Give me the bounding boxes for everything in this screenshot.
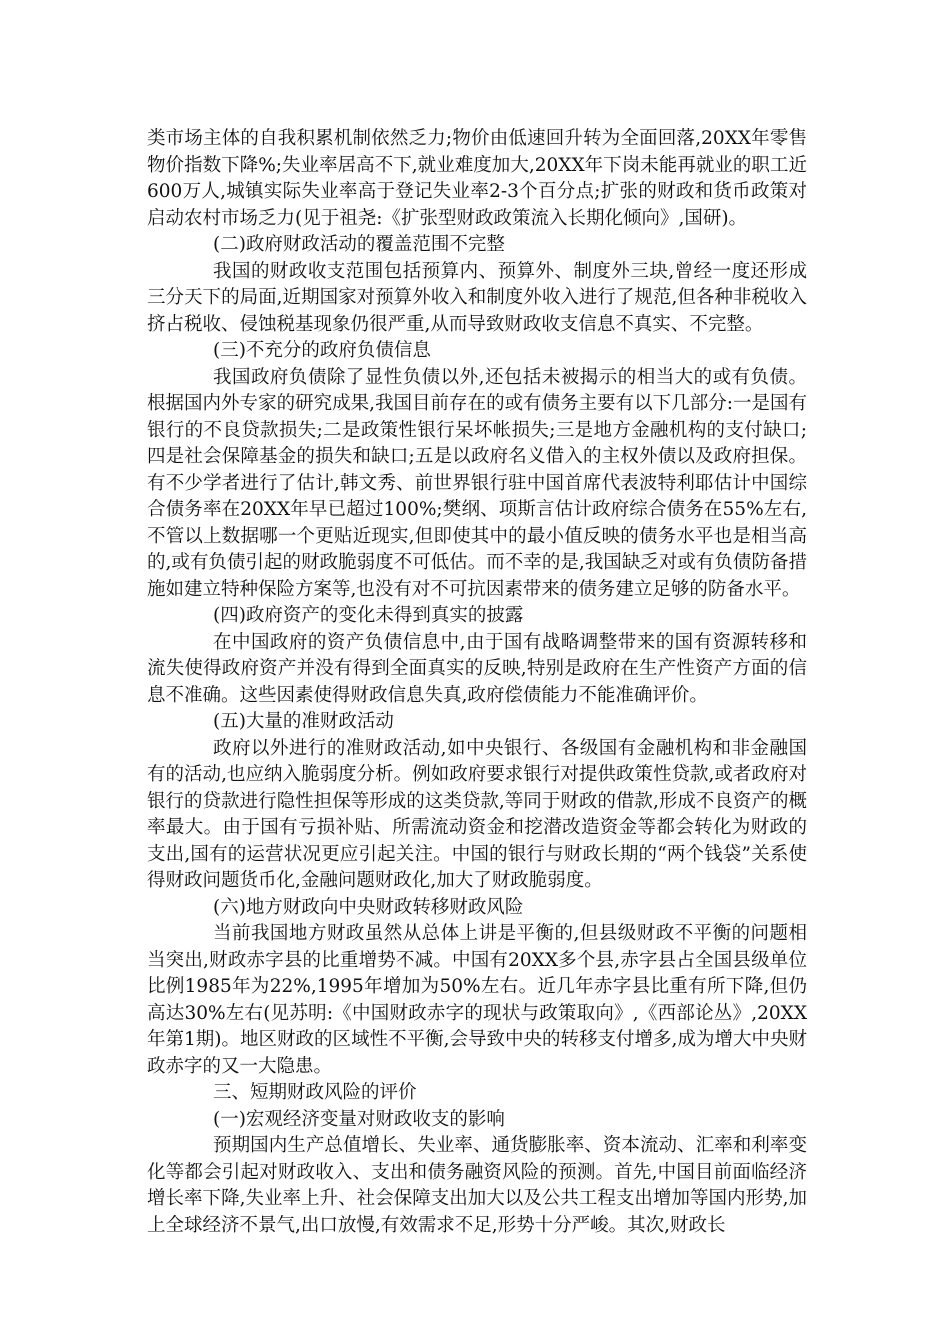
paragraph: 预期国内生产总值增长、失业率、通货膨胀率、资本流动、汇率和利率变化等都会引起对财政收入、支出和债务融资风险的预测。首先,中国目前面临经济增长率下降,失业率上升、社会保障支出加大以及公共工程支出增加等国内形势,加上全球经济不景气,出口放慢,有效需求不足,形势十分严峻。其次,财政长	[147, 1135, 807, 1236]
chapter-heading: 三、短期财政风险的评价	[213, 1082, 417, 1103]
section-heading-4: (四)政府资产的变化未得到真实的披露	[213, 605, 524, 626]
paragraph: 在中国政府的资产负债信息中,由于国有战略调整带来的国有资源转移和流失使得政府资产并没有得到全面真实的反映,特别是政府在生产性资产方面的信息不准确。这些因素使得财政信息失真,政府偿债能力不能准确评价。	[147, 631, 807, 706]
section-heading-6: (六)地方财政向中央财政转移财政风险	[213, 896, 524, 918]
paragraph-continued: 类市场主体的自我积累机制依然乏力;物价由低速回升转为全面回落,20XX年零售物价指数下降%;失业率居高不下,就业难度加大,20XX年下岗未能再就业的职工近600万人,城镇实际失业率高于登记失业率2-3个百分点;扩张的财政和货币政策对启动农村市场乏力(见于祖尧:《扩张型财政政策流入长期化倾向》,国研)。	[147, 128, 807, 229]
paragraph: 政府以外进行的准财政活动,如中央银行、各级国有金融机构和非金融国有的活动,也应纳入脆弱度分析。例如政府要求银行对提供政策性贷款,或者政府对银行的贷款进行隐性担保等形成的这类贷款,等同于财政的借款,形成不良资产的概率最大。由于国有亏损补贴、所需流动资金和挖潜改造资金等都会转化为财政的支出,国有的运营状况更应引起关注。中国的银行与财政长期的“两个钱袋”关系使得财政问题货币化,金融问题财政化,加大了财政脆弱度。	[147, 737, 807, 891]
paragraph: 我国的财政收支范围包括预算内、预算外、制度外三块,曾经一度还形成三分天下的局面,近期国家对预算外收入和制度外收入进行了规范,但各种非税收入挤占税收、侵蚀税基现象仍很严重,从而导致财政收支信息不真实、不完整。	[147, 260, 807, 335]
section-heading-2: (二)政府财政活动的覆盖范围不完整	[213, 234, 505, 255]
section-heading-5: (五)大量的准财政活动	[213, 711, 394, 732]
paragraph: 我国政府负债除了显性负债以外,还包括未被揭示的相当大的或有负债。根据国内外专家的研究成果,我国目前存在的或有债务主要有以下几部分:一是国有银行的不良贷款损失;二是政策性银行呆坏帐损失;三是地方金融机构的支付缺口;四是社会保障基金的损失和缺口;五是以政府名义借入的主权外债以及政府担保。有不少学者进行了估计,韩文秀、前世界银行驻中国首席代表波特利耶估计中国综合债务率在20XX年早已超过100%;樊纲、项斯言估计政府综合债务在55%左右,不管以上数据哪一个更贴近现实,但即使其中的最小值反映的债务水平也是相当高的,或有负债引起的财政脆弱度不可低估。而不幸的是,我国缺乏对或有负债防备措施如建立特种保险方案等,也没有对不可抗因素带来的债务建立足够的防备水平。	[147, 366, 807, 600]
section-heading-3: (三)不充分的政府负债信息	[213, 340, 431, 361]
document-body	[147, 126, 807, 1239]
section-heading-1: (一)宏观经济变量对财政收支的影响	[213, 1108, 505, 1130]
paragraph: 当前我国地方财政虽然从总体上讲是平衡的,但县级财政不平衡的问题相当突出,财政赤字县的比重增势不减。中国有20XX多个县,赤字县占全国县级单位比例1985年为22%,1995年增加为50%左右。近几年赤字县比重有所下降,但仍高达30%左右(见苏明:《中国财政赤字的现状与政策取向》,《西部论丛》,20XX年第1期)。地区财政的区域性不平衡,会导致中央的转移支付增多,成为增大中央财政赤字的又一大隐患。	[147, 923, 807, 1077]
